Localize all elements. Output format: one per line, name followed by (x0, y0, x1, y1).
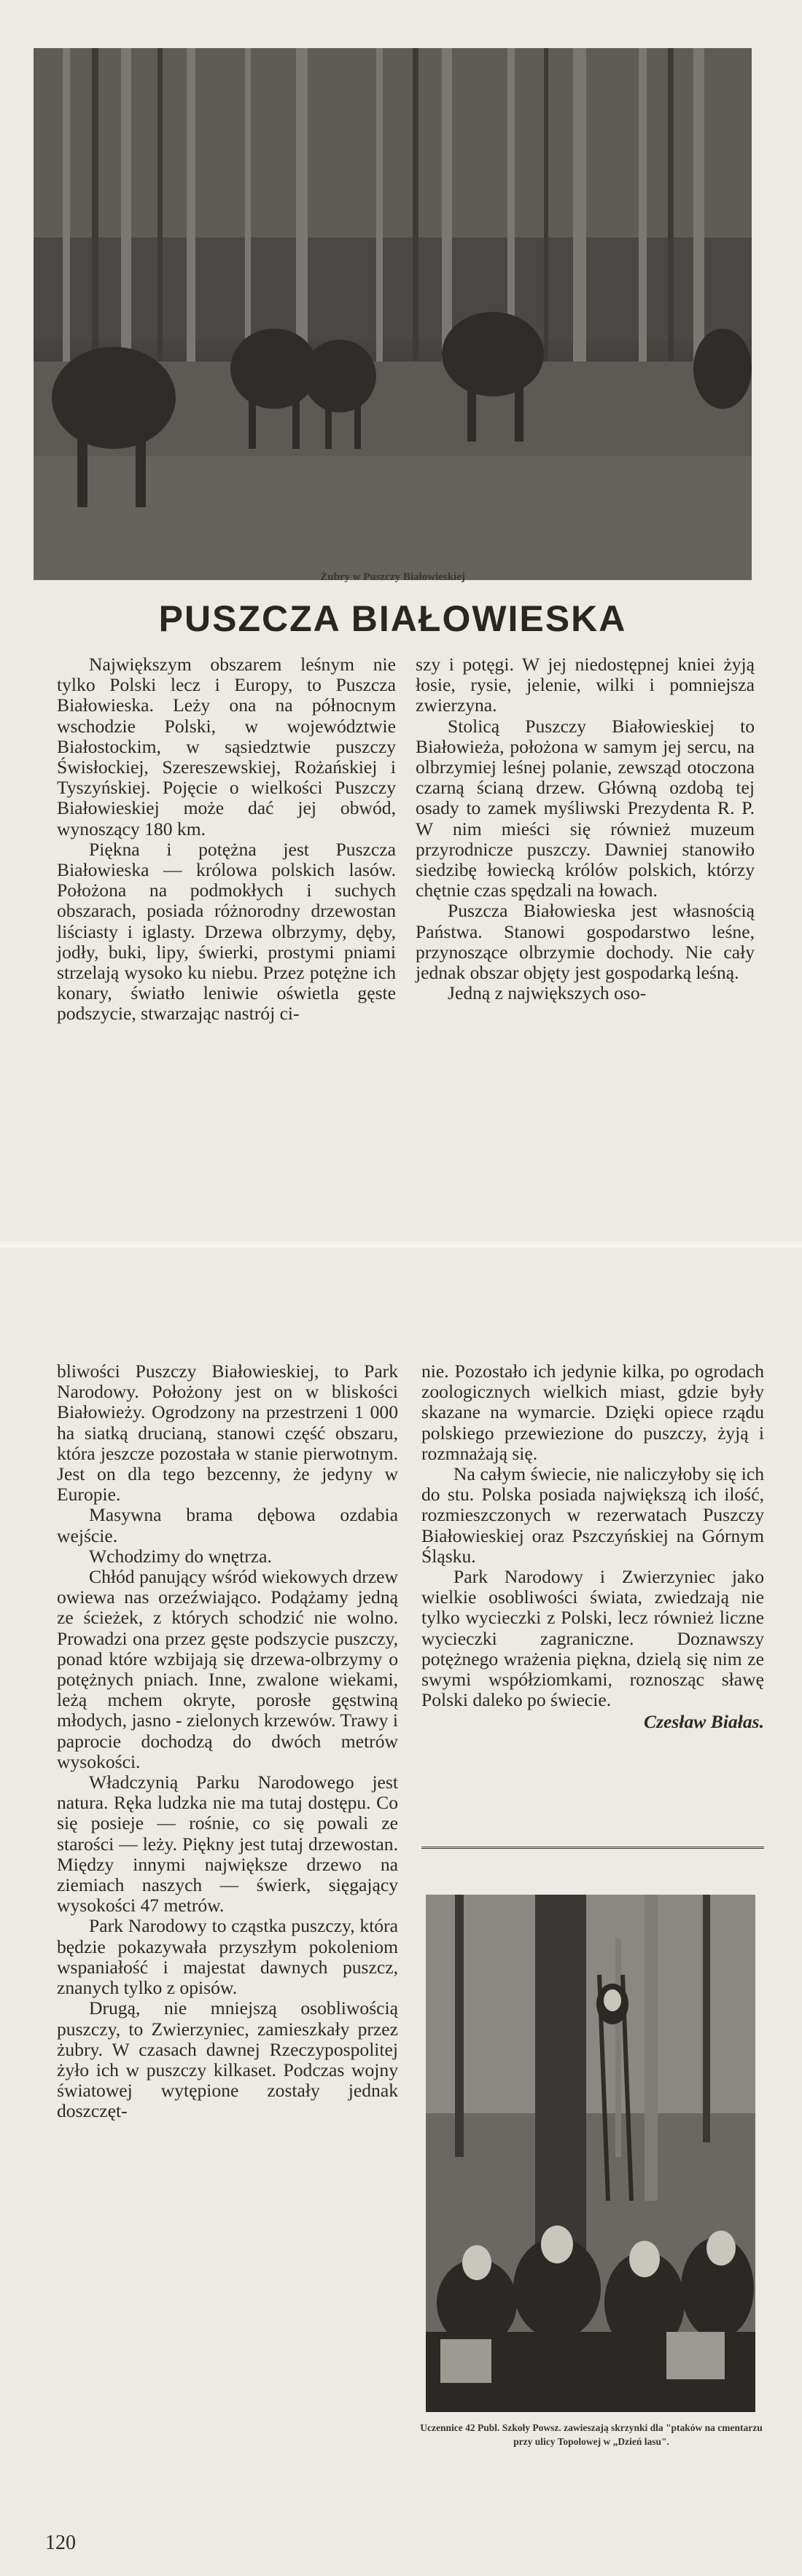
bison-forest-photo (34, 48, 752, 580)
paragraph: bliwości Puszczy Białowieskiej, to Park Narodowy. Położony jest on w bliskości Białowieży. Ogrodzony na przestrzeni 1 000 ha siatką drucianą, stanowi część obszaru, która jeszcze pozostała w stanie pierwotnym. Jest on dla tego bezcenny, że jedyny w Europie. (57, 1361, 398, 1506)
schoolgirls-photo-caption: Uczennice 42 Publ. Szkoły Powsz. zawieszają skrzynki dla "ptaków na cmentarzu przy ulicy Topolowej w „Dzień lasu". (420, 2422, 763, 2447)
paragraph: Największym obszarem leśnym nie tylko Polski lecz i Europy, to Puszcza Białowieska. Leży ona na północnym wschodzie Polski, w województwie Białostockim, w sąsiedztwie puszczy Świsłockiej, Szereszewskiej, Rożańskiej i Tyszyńskiej. Pojęcie o wielkości Puszczy Białowieskiej może dać jej obwód, wynoszący 180 km. (57, 654, 396, 839)
article-column-2 (416, 654, 755, 1003)
article-column-1 (57, 654, 396, 1025)
paragraph: Wchodzimy do wnętrza. (89, 1545, 272, 1567)
page-number: 120 (45, 2532, 76, 2554)
schoolgirls-photo (426, 1895, 755, 2412)
article-column-4 (421, 1361, 764, 1733)
paragraph: Drugą, nie mniejszą osobliwością puszczy, to Zwierzyniec, zamieszkały przez żubry. W czasach dawnej Rzeczypospolitej żyło ich w puszczy kilkaset. Podczas wojny światowej wytępione zostały jednak doszczęt- (57, 1997, 398, 2122)
page-sheet-top (0, 0, 802, 1248)
article-column-3 (57, 1361, 398, 2122)
paragraph: szy i potęgi. W jej niedostępnej kniei żyją łosie, rysie, jelenie, wilki i pomniejsza zwierzyna. (416, 654, 755, 716)
paragraph: Masywna brama dębowa ozdabia wejście. (57, 1504, 398, 1546)
paragraph: Chłód panujący wśród wiekowych drzew owiewa nas orzeźwiająco. Podążamy jedną ze ścieżek, z których schodzić nie wolno. Prowadzi ona przez gęste podszycie puszczy, ponad które wzbijają się drzewa-olbrzymy o potężnych pniach. Inne, zwalone wiekami, leżą mchem okryte, porosłe gęstwiną młodych, jasno - zielonych krzewów. Trawy i paprocie dochodzą do dwóch metrów wysokości. (57, 1566, 398, 1772)
paragraph: Na całym świecie, nie naliczyłoby się ich do stu. Polska posiada największą ich ilość, rozmieszczonych w rezerwatach Puszczy Białowieskiej oraz Pszczyńskiej na Górnym Śląsku. (421, 1463, 764, 1567)
paragraph: Puszcza Białowieska jest własnością Państwa. Stanowi gospodarstwo leśne, przynoszące olbrzymie dochody. Nie cały jednak obszar objęty jest gospodarką leśną. (416, 900, 755, 984)
paragraph: Park Narodowy to cząstka puszczy, która będzie pokazywała przyszłym pokoleniom wspaniałość i majestat dawnych puszcz, znanych tylko z opisów. (57, 1915, 398, 1999)
paragraph: Władczynią Parku Narodowego jest natura. Ręka ludzka nie ma tutaj dostępu. Co się posieje — rośnie, co się powali ze starości — leży. Piękny jest tutaj drzewostan. Między innymi największe drzewo na ziemiach naszych — świerk, sięgający wysokości 47 metrów. (57, 1772, 398, 1917)
section-divider (421, 1847, 764, 1849)
author-signature: Czesław Białas. (644, 1711, 764, 1733)
article-title: PUSZCZA BIAŁOWIESKA (158, 598, 627, 639)
paragraph: Park Narodowy i Zwierzyniec jako wielkie osobliwości świata, zwiedzają nie tylko wycieczki z Polski, lecz również liczne wycieczki zagraniczne. Doznawszy potężnego wrażenia piękna, dzielą się nim ze swymi współziomkami, roznosząc sławę Polski daleko po świecie. (421, 1566, 764, 1711)
paragraph: nie. Pozostało ich jedynie kilka, po ogrodach zoologicznych wielkich miast, gdzie były skazane na wymarcie. Dzięki opiece rządu polskiego przewiezione do puszczy, żyją i rozmnażają się. (421, 1361, 764, 1464)
paragraph: Piękna i potężna jest Puszcza Białowieska — królowa polskich lasów. Położona na podmokłych i suchych obszarach, posiada różnorodny drzewostan liściasty i iglasty. Drzewa olbrzymy, dęby, jodły, buki, lipy, świerki, prostymi pniami strzelają wysoko ku niebu. Przez potężne ich konary, światło leniwie oświetla gęste podszycie, stwarzając nastrój ci- (57, 838, 396, 1025)
paragraph: Stolicą Puszczy Białowieskiej to Białowieża, położona w samym jej sercu, na olbrzymiej leśnej polanie, zewsząd otoczona czarną ścianą drzew. Główną ozdobą tej osady to zamek myśliwski Prezydenta R. P. W nim mieści się również muzeum przyrodnicze puszczy. Dawniej stanowiło siedzibę łowiecką królów polskich, którzy chętnie czas spędzali na łowach. (416, 715, 755, 901)
paragraph: Jedną z największych oso- (448, 982, 647, 1004)
bison-photo-caption: Żubry w Puszczy Białowieskiej (320, 571, 465, 583)
